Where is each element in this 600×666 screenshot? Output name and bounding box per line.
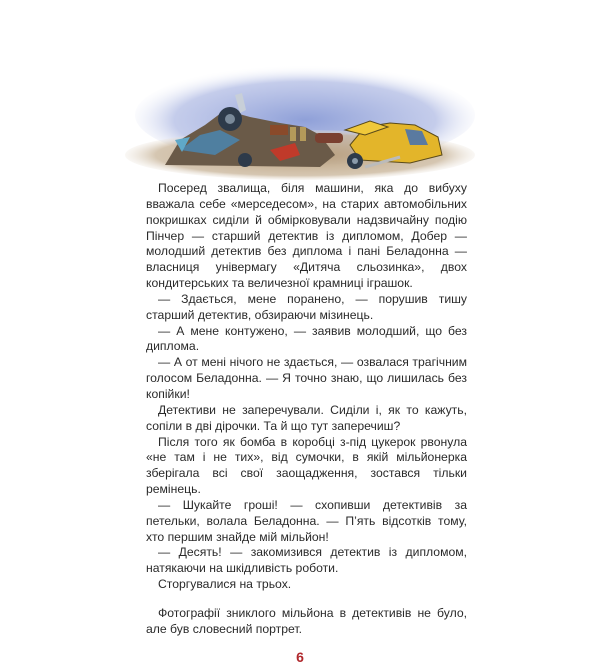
paragraph: — Шукайте гроші! — схопивши детективів за петельки, волала Беладонна. — П’ять відсотків тому, хто першим знайде мій мільйон! <box>146 497 467 544</box>
paragraph: Фотографії зниклого мільйона в детективів не було, але був словесний портрет. <box>146 605 467 636</box>
paragraph: Детективи не заперечували. Сиділи і, як то кажуть, сопіли в дві дірочки. Та й що тут заперечиш? <box>146 402 467 433</box>
story-text <box>146 181 467 638</box>
paragraph: — А от мені нічого не здається, — озвалася трагічним голосом Беладонна. — Я точно знаю, що лишилась без копійки! <box>146 355 467 401</box>
paragraph: — Десять! — закомизився детектив із дипломом, натякаючи на шкідливість роботи. <box>146 545 467 576</box>
paragraph: — Здається, мене поранено, — порушив тишу старший детектив, обзираючи мізинець. <box>146 291 467 322</box>
paragraph: Посеред звалища, біля машини, яка до вибуху вважала себе «мерседесом», на старих автомобільних покришках сиділи й обмірковували надзвичайну подію Пінчер — старший детектив із дипломом, Добер — молодший детектив без диплома і пані Беладонна — власниця універмагу «Дитяча сльозинка», двох кондитерських та величезної крамниці іграшок. <box>146 181 467 291</box>
page-body <box>0 181 600 666</box>
paragraph: Сторгувалися на трьох. <box>158 577 292 592</box>
paragraph: Після того як бомба в коробці з-під цукерок рвонула «не там і не тих», від сумочки, в якій мільйонерка зберігала всі свої заощадження, зостався тільки ремінець. <box>146 434 467 497</box>
paragraph: — А мене контужено, — заявив молодший, що без диплома. <box>146 323 467 354</box>
junkyard-illustration <box>120 55 480 180</box>
page-number: 6 <box>296 648 304 665</box>
